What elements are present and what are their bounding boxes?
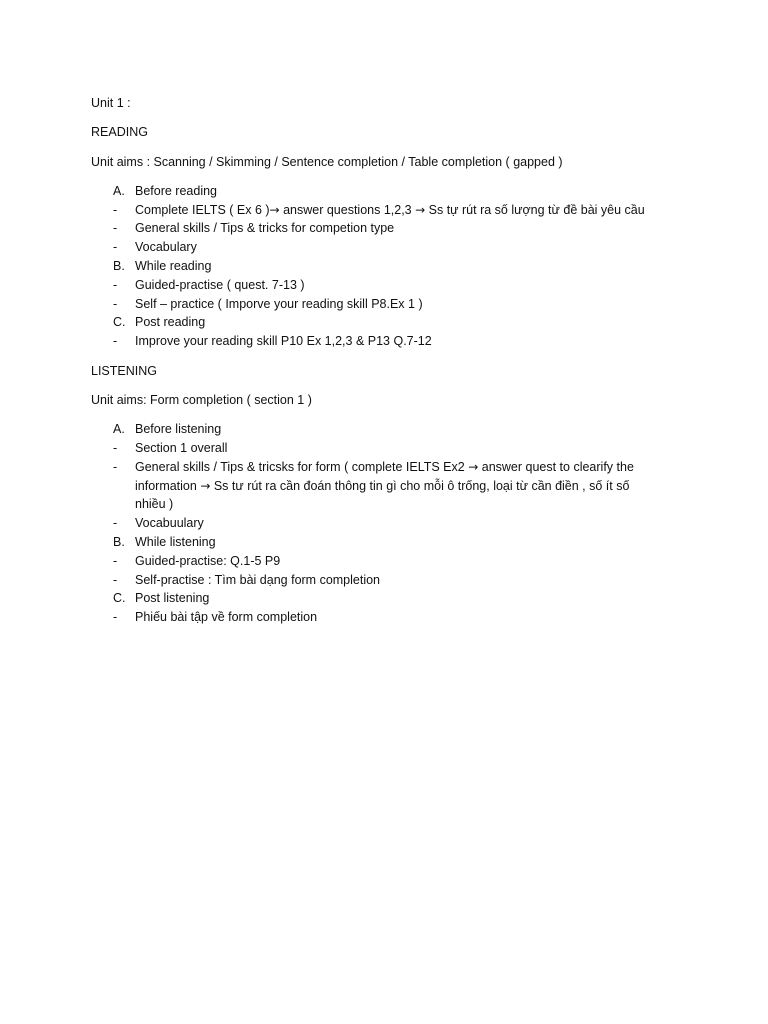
list-item-text: Section 1 overall <box>135 440 228 455</box>
list-marker: - <box>113 334 118 349</box>
list-marker: - <box>113 459 118 474</box>
list-item-text: answer quest to clearify the information <box>135 459 634 493</box>
arrow-right-icon: → <box>200 478 211 493</box>
listening-list <box>91 420 691 627</box>
list-marker: A. <box>113 422 125 437</box>
list-item-text: Vocabuulary <box>135 516 204 531</box>
list-item <box>91 439 655 458</box>
list-item-text: Post reading <box>135 315 206 330</box>
list-marker: - <box>113 277 118 292</box>
list-item-text: Guided-practise ( quest. 7-13 ) <box>135 277 305 292</box>
list-item-text: Complete IELTS ( Ex 6 ) <box>135 202 270 217</box>
list-item <box>91 219 655 238</box>
list-item <box>91 514 655 533</box>
list-marker: - <box>113 553 118 568</box>
list-item <box>91 276 655 295</box>
list-item <box>91 238 655 257</box>
list-item-text: Phiếu bài tập về form completion <box>135 610 318 625</box>
reading-heading: READING <box>91 125 148 140</box>
list-marker: C. <box>113 591 126 606</box>
list-item <box>91 257 655 276</box>
list-item-text: Improve your reading skill P10 Ex 1,2,3 & P13 Q.7-12 <box>135 334 432 349</box>
list-item <box>91 201 655 220</box>
list-item <box>91 608 655 627</box>
list-marker: C. <box>113 315 126 330</box>
arrow-right-icon: → <box>468 459 479 474</box>
list-marker: - <box>113 440 118 455</box>
list-item-text: Before reading <box>135 183 218 198</box>
list-item-text: Guided-practise: Q.1-5 P9 <box>135 553 281 568</box>
list-marker: B. <box>113 259 125 274</box>
arrow-right-icon: → <box>415 202 426 217</box>
list-item-text: Ss tư rút ra cần đoán thông tin gì cho mỗi ô trống, loại từ cần điền , số ít số nhiều ) <box>135 478 630 512</box>
listening-heading: LISTENING <box>91 363 157 378</box>
reading-list <box>91 182 691 351</box>
list-item <box>91 182 655 201</box>
list-marker: B. <box>113 534 125 549</box>
list-item-text: General skills / Tips & tricks for competion type <box>135 221 395 236</box>
arrow-right-icon: → <box>269 202 280 217</box>
list-marker: - <box>113 572 118 587</box>
list-marker: - <box>113 610 118 625</box>
list-item-text: Ss tự rút ra số lượng từ đề bài yêu cầu <box>425 202 645 217</box>
list-item <box>91 533 655 552</box>
listening-aims: Unit aims: Form completion ( section 1 ) <box>91 392 312 407</box>
list-item-text: Vocabulary <box>135 240 197 255</box>
document-page <box>91 94 691 637</box>
list-item-text: While reading <box>135 259 212 274</box>
list-item <box>91 313 655 332</box>
list-item-text: General skills / Tips & tricsks for form ( complete IELTS Ex2 <box>135 459 469 474</box>
list-item <box>91 589 655 608</box>
list-marker: - <box>113 202 118 217</box>
list-item-text: Self-practise : Tìm bài dạng form completion <box>135 572 381 587</box>
list-item <box>91 571 655 590</box>
list-item <box>91 458 655 514</box>
list-marker: - <box>113 296 118 311</box>
list-item-text: Before listening <box>135 422 222 437</box>
unit-title: Unit 1 : <box>91 96 131 110</box>
reading-aims: Unit aims : Scanning / Skimming / Sentence completion / Table completion ( gapped ) <box>91 154 563 169</box>
list-marker: A. <box>113 183 125 198</box>
list-item <box>91 420 655 439</box>
list-marker: - <box>113 516 118 531</box>
list-item <box>91 552 655 571</box>
list-item-text: answer questions 1,2,3 <box>279 202 416 217</box>
list-item <box>91 332 655 351</box>
list-marker: - <box>113 240 118 255</box>
list-marker: - <box>113 221 118 236</box>
list-item <box>91 295 655 314</box>
list-item-text: Self – practice ( Imporve your reading skill P8.Ex 1 ) <box>135 296 423 311</box>
list-item-text: While listening <box>135 534 216 549</box>
list-item-text: Post listening <box>135 591 210 606</box>
